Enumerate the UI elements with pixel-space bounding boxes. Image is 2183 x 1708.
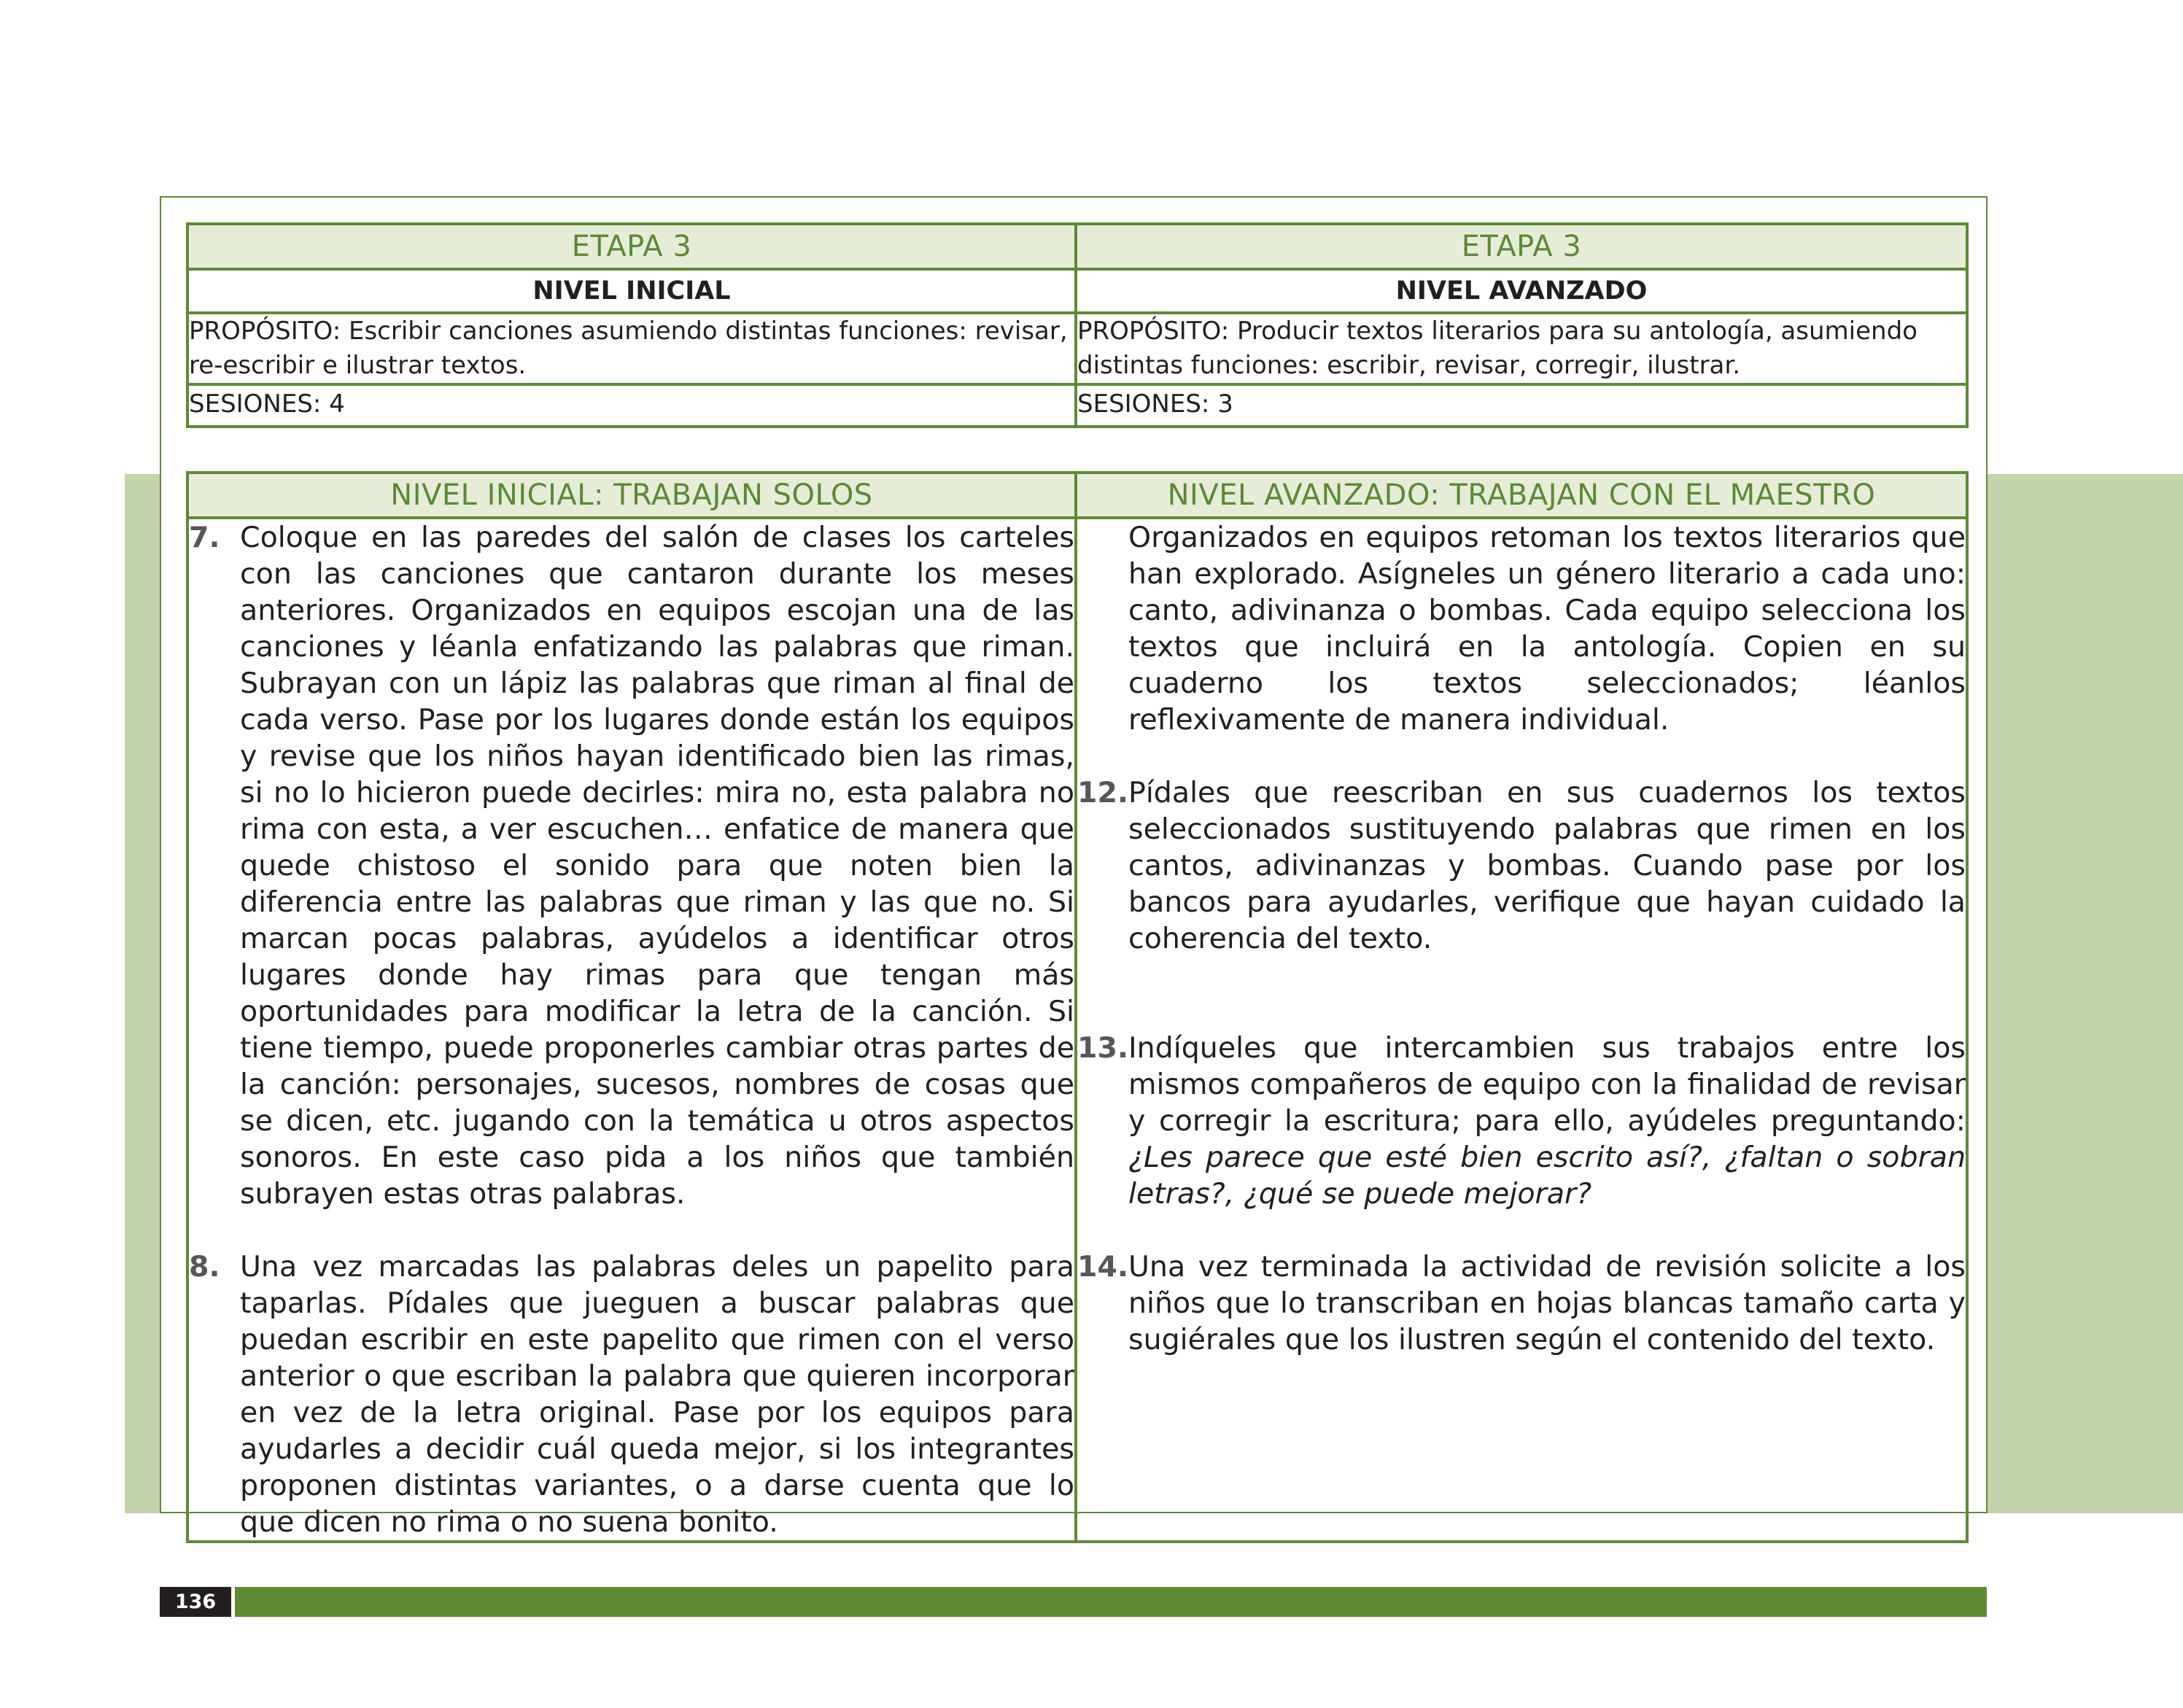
item-text: Una vez terminada la actividad de revisión solicite a los niños que lo transcriban en hojas blancas tamaño carta y sugiérales que los ilustren según el contenido del texto. bbox=[1128, 1250, 1966, 1356]
activity-item-7 bbox=[189, 519, 1074, 1212]
item-number: 14. bbox=[1077, 1250, 1128, 1284]
left-decorative-band bbox=[125, 474, 162, 1513]
activities-table bbox=[186, 471, 1969, 1543]
etapa-header-left: ETAPA 3 bbox=[187, 224, 1076, 269]
item-number: 8. bbox=[189, 1250, 220, 1284]
right-decorative-band bbox=[1986, 474, 2183, 1513]
activity-item-8 bbox=[189, 1249, 1074, 1540]
proposito-right: PROPÓSITO: Producir textos literarios para su antología, asumiendo distintas funciones: escribir, revisar, corregir, ilustrar. bbox=[1076, 313, 1967, 384]
sesiones-left: SESIONES: 4 bbox=[187, 384, 1076, 427]
activities-header-left: NIVEL INICIAL: TRABAJAN SOLOS bbox=[187, 473, 1076, 518]
item-text: Coloque en las paredes del salón de clases los carteles con las canciones que cantaron durante los meses anteriores. Organizados en equipos escojan una de las canciones y léanla enfatizando las palabras que riman. Subrayan con un lápiz las palabras que riman al final de cada verso. Pase por los lugares donde están los equipos y revise que los niños hayan identificado bien las rimas, si no lo hicieron puede decirles: mira no, esta palabra no rima con esta, a ver escuchen… enfatice de manera que quede chistoso el sonido para que noten bien la diferencia entre las palabras que riman y las que no. Si marcan pocas palabras, ayúdelos a identificar otros lugares donde hay rimas para que tengan más oportunidades para modificar la letra de la canción. Si tiene tiempo, puede proponerles cambiar otras partes de la canción: personajes, sucesos, nombres de cosas que se dicen, etc. jugando con la temática u otros aspectos sonoros. En este caso pida a los niños que también subrayen estas otras palabras. bbox=[240, 521, 1074, 1211]
stage-summary-table bbox=[186, 222, 1969, 428]
footer-bar bbox=[235, 1587, 1987, 1617]
activity-item-13 bbox=[1077, 1030, 1966, 1212]
activity-item-12 bbox=[1077, 775, 1966, 957]
item-text: Pídales que reescriban en sus cuadernos los textos seleccionados sustituyendo palabras que rimen en los cantos, adivinanzas y bombas. Cuando pase por los bancos para ayudarles, verifique que hayan cuidado la coherencia del texto. bbox=[1128, 776, 1966, 955]
proposito-left: PROPÓSITO: Escribir canciones asumiendo distintas funciones: revisar, re-escribir e ilustrar textos. bbox=[187, 313, 1076, 384]
nivel-inicial-label: NIVEL INICIAL bbox=[187, 269, 1076, 313]
page-number: 136 bbox=[160, 1587, 231, 1617]
item-text-plain: Indíqueles que intercambien sus trabajos entre los mismos compañeros de equipo con la finalidad de revisar y corregir la escritura; para ello, ayúdeles preguntando: bbox=[1128, 1031, 1966, 1138]
activity-intro bbox=[1077, 519, 1966, 738]
nivel-avanzado-label: NIVEL AVANZADO bbox=[1076, 269, 1967, 313]
activities-right-cell bbox=[1076, 518, 1967, 1542]
item-text: Una vez marcadas las palabras deles un papelito para taparlas. Pídales que jueguen a buscar palabras que puedan escribir en este papelito que rimen con el verso anterior o que escriban la palabra que quieren incorporar en vez de la letra original. Pase por los equipos para ayudarles a decidir cuál queda mejor, si los integrantes proponen distintas variantes, o a darse cuenta que lo que dicen no rima o no suena bonito. bbox=[240, 1250, 1074, 1539]
item-number: 12. bbox=[1077, 776, 1128, 810]
activity-item-14 bbox=[1077, 1249, 1966, 1358]
sesiones-right: SESIONES: 3 bbox=[1076, 384, 1967, 427]
etapa-header-right: ETAPA 3 bbox=[1076, 224, 1967, 269]
item-number: 7. bbox=[189, 521, 220, 554]
item-number: 13. bbox=[1077, 1031, 1128, 1065]
activities-header-right: NIVEL AVANZADO: TRABAJAN CON EL MAESTRO bbox=[1076, 473, 1967, 518]
item-text-italic: ¿Les parece que esté bien escrito así?, ¿faltan o sobran letras?, ¿qué se puede mejorar? bbox=[1128, 1141, 1966, 1211]
item-text bbox=[1128, 1030, 1966, 1212]
item-text: Organizados en equipos retoman los textos literarios que han explorado. Asígneles un género literario a cada uno: canto, adivinanza o bombas. Cada equipo selecciona los textos que incluirá en la antología. Copien en su cuaderno los textos seleccionados; léanlos reflexivamente de manera individual. bbox=[1128, 521, 1966, 737]
activities-left-cell bbox=[187, 518, 1076, 1542]
